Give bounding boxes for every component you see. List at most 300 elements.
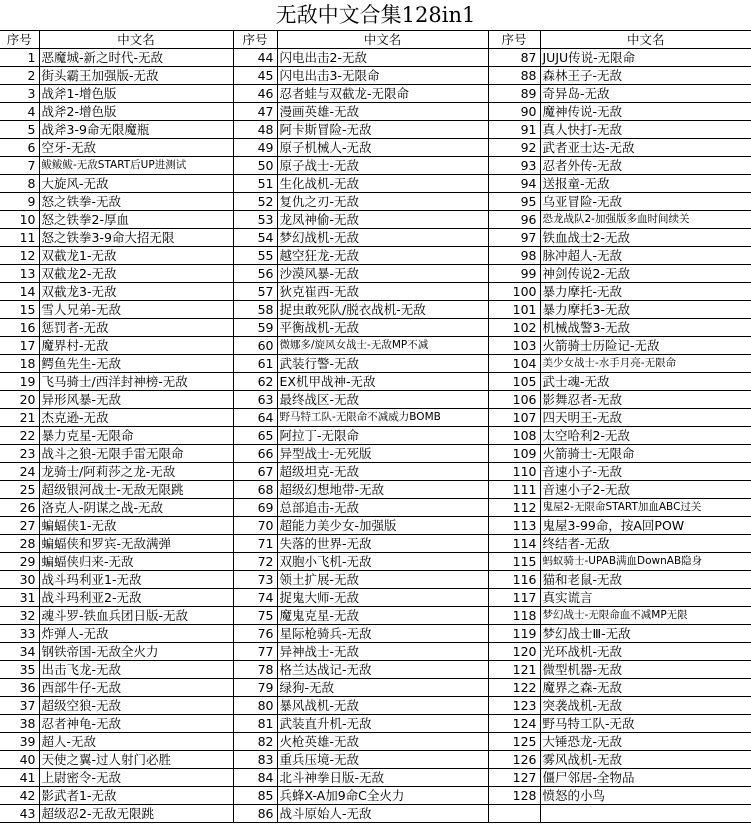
game-number: 27 [0, 517, 39, 535]
game-number: 8 [0, 175, 39, 193]
game-name: 愤怒的小鸟 [540, 787, 751, 805]
game-number: 83 [233, 751, 277, 769]
game-number: 42 [0, 787, 39, 805]
table-row [0, 49, 751, 67]
game-number: 36 [0, 679, 39, 697]
table-row [0, 67, 751, 85]
game-name: 真实谎言 [540, 589, 751, 607]
game-number: 118 [488, 607, 540, 625]
game-name: 鬼屋3-99命，按A回POW [540, 517, 751, 535]
game-number: 107 [488, 409, 540, 427]
game-name: 原子机械人-无敌 [277, 139, 488, 157]
game-number: 11 [0, 229, 39, 247]
table-row [0, 193, 751, 211]
table-row [0, 535, 751, 553]
game-number: 34 [0, 643, 39, 661]
game-number: 111 [488, 481, 540, 499]
table-row [0, 607, 751, 625]
game-name: 战斧3-9命无限魔瓶 [39, 121, 233, 139]
table-row [0, 247, 751, 265]
game-name: 出击飞龙-无敌 [39, 661, 233, 679]
game-number: 3 [0, 85, 39, 103]
game-name: 阿拉丁-无限命 [277, 427, 488, 445]
game-number: 84 [233, 769, 277, 787]
game-number: 78 [233, 661, 277, 679]
game-name: 雾风战机-无敌 [540, 751, 751, 769]
game-number: 52 [233, 193, 277, 211]
table-row [0, 355, 751, 373]
game-name: 最终战区-无敌 [277, 391, 488, 409]
game-number: 23 [0, 445, 39, 463]
game-number: 55 [233, 247, 277, 265]
game-number: 112 [488, 499, 540, 517]
game-number: 72 [233, 553, 277, 571]
game-name: 送报童-无敌 [540, 175, 751, 193]
game-name: 钢铁帝国-无敌全火力 [39, 643, 233, 661]
game-number: 57 [233, 283, 277, 301]
game-number: 38 [0, 715, 39, 733]
game-number: 113 [488, 517, 540, 535]
game-name: 僵尸邻居-全物品 [540, 769, 751, 787]
game-number: 128 [488, 787, 540, 805]
game-number: 14 [0, 283, 39, 301]
game-number: 68 [233, 481, 277, 499]
game-name: 脉冲超人-无敌 [540, 247, 751, 265]
game-number: 60 [233, 337, 277, 355]
game-number: 31 [0, 589, 39, 607]
game-number: 47 [233, 103, 277, 121]
game-name: 天使之翼-过人射门必胜 [39, 751, 233, 769]
game-number: 65 [233, 427, 277, 445]
game-name: 武装行警-无敌 [277, 355, 488, 373]
game-name: 魂斗罗-铁血兵团日版-无敌 [39, 607, 233, 625]
game-number: 5 [0, 121, 39, 139]
table-row [0, 625, 751, 643]
game-number: 126 [488, 751, 540, 769]
game-number: 123 [488, 697, 540, 715]
game-number: 75 [233, 607, 277, 625]
game-name: 火枪英雄-无敌 [277, 733, 488, 751]
game-name: 梦幻战机-无敌 [277, 229, 488, 247]
game-number: 121 [488, 661, 540, 679]
game-name: 战斗之狼-无限手雷无限命 [39, 445, 233, 463]
game-number: 90 [488, 103, 540, 121]
table-body [0, 49, 751, 823]
game-name: 闪电出击2-无敌 [277, 49, 488, 67]
table-row [0, 679, 751, 697]
game-number: 64 [233, 409, 277, 427]
game-name: 洛克人-阴谋之战-无敌 [39, 499, 233, 517]
game-name: 杰克逊-无敌 [39, 409, 233, 427]
game-name: 铁血战士2-无敌 [540, 229, 751, 247]
game-name: 失落的世界-无敌 [277, 535, 488, 553]
game-number: 87 [488, 49, 540, 67]
game-number: 117 [488, 589, 540, 607]
game-number: 70 [233, 517, 277, 535]
game-name: 平衡战机-无敌 [277, 319, 488, 337]
table-row [0, 751, 751, 769]
game-number: 49 [233, 139, 277, 157]
game-name: 影舞忍者-无敌 [540, 391, 751, 409]
game-name: 森林王子-无敌 [540, 67, 751, 85]
game-name: 音速小子-无敌 [540, 463, 751, 481]
game-name: 蝙蝠侠和罗宾-无敌满弹 [39, 535, 233, 553]
game-number: 96 [488, 211, 540, 229]
game-number: 21 [0, 409, 39, 427]
game-name: 魔鬼克星-无敌 [277, 607, 488, 625]
game-number: 13 [0, 265, 39, 283]
game-number: 105 [488, 373, 540, 391]
game-number: 29 [0, 553, 39, 571]
game-number: 40 [0, 751, 39, 769]
game-name: 忍者外传-无敌 [540, 157, 751, 175]
game-number: 43 [0, 805, 39, 823]
game-name: 美少女战士-水手月亮-无限命 [540, 355, 751, 373]
table-row [0, 175, 751, 193]
game-name: 突袭战机-无敌 [540, 697, 751, 715]
game-name: 恶魔城-新之时代-无敌 [39, 49, 233, 67]
column-header-index: 序号 [0, 31, 39, 49]
game-name: 双截龙3-无敌 [39, 283, 233, 301]
game-number: 94 [488, 175, 540, 193]
game-number: 108 [488, 427, 540, 445]
table-row [0, 301, 751, 319]
game-name: 微娜多/旋风女战士-无敌MP不减 [277, 337, 488, 355]
game-number: 19 [0, 373, 39, 391]
game-name: 武士魂-无敌 [540, 373, 751, 391]
game-number: 20 [0, 391, 39, 409]
game-number: 119 [488, 625, 540, 643]
table-row [0, 139, 751, 157]
game-number: 12 [0, 247, 39, 265]
game-number: 54 [233, 229, 277, 247]
game-name: 太空哈利2-无敌 [540, 427, 751, 445]
game-number: 2 [0, 67, 39, 85]
table-row [0, 337, 751, 355]
game-number: 22 [0, 427, 39, 445]
game-name: 蝙蝠侠1-无敌 [39, 517, 233, 535]
game-number: 85 [233, 787, 277, 805]
game-name: 魔界之森-无敌 [540, 679, 751, 697]
game-name: 原子战士-无敌 [277, 157, 488, 175]
game-name: 机械战警3-无敌 [540, 319, 751, 337]
table-row [0, 85, 751, 103]
game-number: 88 [488, 67, 540, 85]
table-row [0, 517, 751, 535]
game-number: 69 [233, 499, 277, 517]
game-number: 63 [233, 391, 277, 409]
game-number: 102 [488, 319, 540, 337]
game-number: 61 [233, 355, 277, 373]
game-name: 上尉密令-无敌 [39, 769, 233, 787]
header-row [0, 31, 751, 49]
game-name: 奇异岛-无敌 [540, 85, 751, 103]
game-number: 32 [0, 607, 39, 625]
game-number: 53 [233, 211, 277, 229]
game-name: 龙凤神偷-无敌 [277, 211, 488, 229]
game-number: 35 [0, 661, 39, 679]
column-header-name: 中文名 [39, 31, 233, 49]
table-row [0, 733, 751, 751]
game-number: 101 [488, 301, 540, 319]
game-number: 74 [233, 589, 277, 607]
game-name: 鳄鱼先生-无敌 [39, 355, 233, 373]
game-name: 双截龙1-无敌 [39, 247, 233, 265]
game-name: 捉鬼大师-无敌 [277, 589, 488, 607]
game-name: 终结者-无敌 [540, 535, 751, 553]
game-name: 梦幻战士Ⅲ-无敌 [540, 625, 751, 643]
game-name: 飞马骑士/西洋封神榜-无敌 [39, 373, 233, 391]
game-name: 火箭骑士历险记-无敌 [540, 337, 751, 355]
game-number: 122 [488, 679, 540, 697]
game-name: 梦幻战士-无限命血不减MP无限 [540, 607, 751, 625]
game-number: 4 [0, 103, 39, 121]
table-row [0, 157, 751, 175]
game-number: 58 [233, 301, 277, 319]
game-number: 98 [488, 247, 540, 265]
game-number: 125 [488, 733, 540, 751]
game-number: 45 [233, 67, 277, 85]
game-number: 28 [0, 535, 39, 553]
game-number: 79 [233, 679, 277, 697]
game-name: 暴力摩托-无敌 [540, 283, 751, 301]
game-number: 39 [0, 733, 39, 751]
column-header-name: 中文名 [540, 31, 751, 49]
game-name: EX机甲战神-无敌 [277, 373, 488, 391]
game-number: 46 [233, 85, 277, 103]
game-number: 109 [488, 445, 540, 463]
game-number: 91 [488, 121, 540, 139]
game-number: 25 [0, 481, 39, 499]
column-header-name: 中文名 [277, 31, 488, 49]
game-name: 闪电出击3-无限命 [277, 67, 488, 85]
game-name: 忍者蛙与双截龙-无限命 [277, 85, 488, 103]
table-row [0, 445, 751, 463]
game-name: 阿卡斯冒险-无敌 [277, 121, 488, 139]
game-name: 空牙-无敌 [39, 139, 233, 157]
game-number: 66 [233, 445, 277, 463]
game-number: 89 [488, 85, 540, 103]
table-row [0, 373, 751, 391]
game-name: 魔界村-无敌 [39, 337, 233, 355]
game-number: 44 [233, 49, 277, 67]
game-number: 95 [488, 193, 540, 211]
game-name: 大锤恐龙-无敌 [540, 733, 751, 751]
game-name: 战斧2-增色版 [39, 103, 233, 121]
game-number: 62 [233, 373, 277, 391]
game-name: 狄克崔西-无敌 [277, 283, 488, 301]
game-name: 绿狗-无敌 [277, 679, 488, 697]
game-number: 10 [0, 211, 39, 229]
table-row [0, 715, 751, 733]
table-row [0, 121, 751, 139]
game-number: 77 [233, 643, 277, 661]
game-name: 音速小子2-无敌 [540, 481, 751, 499]
table-row [0, 319, 751, 337]
game-name: 星际枪骑兵-无敌 [277, 625, 488, 643]
game-name: 神剑传说2-无敌 [540, 265, 751, 283]
game-name: 武者亚士达-无敌 [540, 139, 751, 157]
game-number: 73 [233, 571, 277, 589]
game-name: 惩罚者-无敌 [39, 319, 233, 337]
game-number: 51 [233, 175, 277, 193]
game-number: 115 [488, 553, 540, 571]
game-number: 81 [233, 715, 277, 733]
game-number: 67 [233, 463, 277, 481]
game-number: 71 [233, 535, 277, 553]
game-name: 龙骑士/阿莉莎之龙-无敌 [39, 463, 233, 481]
game-name: 光环战机-无敌 [540, 643, 751, 661]
game-number: 80 [233, 697, 277, 715]
game-name: 大旋风-无敌 [39, 175, 233, 193]
table-row [0, 571, 751, 589]
game-number: 16 [0, 319, 39, 337]
game-name: 真人快打-无敌 [540, 121, 751, 139]
game-number: 106 [488, 391, 540, 409]
game-name: 复仇之刃-无敌 [277, 193, 488, 211]
game-number: 82 [233, 733, 277, 751]
game-number: 76 [233, 625, 277, 643]
game-name: JUJU传说-无限命 [540, 49, 751, 67]
game-number: 127 [488, 769, 540, 787]
game-number: 1 [0, 49, 39, 67]
game-name: 蝙蝠侠归来-无敌 [39, 553, 233, 571]
table-row [0, 427, 751, 445]
sheet-title: 无敌中文合集128in1 [0, 0, 751, 31]
game-name: 鲅鲅鲅-无敌START后UP进测试 [39, 157, 233, 175]
game-number: 110 [488, 463, 540, 481]
game-name: 重兵压境-无敌 [277, 751, 488, 769]
game-number: 100 [488, 283, 540, 301]
game-name: 鬼屋2-无限命START加血ABC过关 [540, 499, 751, 517]
game-name: 恐龙战队2-加强版多血时间续关 [540, 211, 751, 229]
game-name: 总部追击-无敌 [277, 499, 488, 517]
game-number: 33 [0, 625, 39, 643]
game-number: 93 [488, 157, 540, 175]
table-row [0, 553, 751, 571]
game-number [488, 805, 540, 823]
table-row [0, 589, 751, 607]
game-name: 炸弹人-无敌 [39, 625, 233, 643]
game-number: 41 [0, 769, 39, 787]
game-name: 双胞小飞机-无敌 [277, 553, 488, 571]
game-name: 街头霸王加强版-无敌 [39, 67, 233, 85]
game-name: 漫画英雄-无敌 [277, 103, 488, 121]
game-number: 116 [488, 571, 540, 589]
column-header-index: 序号 [488, 31, 540, 49]
game-name: 魔神传说-无敌 [540, 103, 751, 121]
game-name: 雪人兄弟-无敌 [39, 301, 233, 319]
table-row [0, 229, 751, 247]
game-number: 56 [233, 265, 277, 283]
game-name: 战斗原始人-无敌 [277, 805, 488, 823]
table-row [0, 265, 751, 283]
game-name: 怒之铁拳3-9命大招无限 [39, 229, 233, 247]
game-name: 领土扩展-无敌 [277, 571, 488, 589]
game-name: 越空狂龙-无敌 [277, 247, 488, 265]
game-name: 格兰达战记-无敌 [277, 661, 488, 679]
table-row [0, 409, 751, 427]
game-name: 超级坦克-无敌 [277, 463, 488, 481]
game-name: 微型机器-无敌 [540, 661, 751, 679]
table-row [0, 463, 751, 481]
game-number: 6 [0, 139, 39, 157]
game-name: 兵蜂X-A加9命C全火力 [277, 787, 488, 805]
game-name: 影武者1-无敌 [39, 787, 233, 805]
game-number: 124 [488, 715, 540, 733]
table-row [0, 661, 751, 679]
game-number: 86 [233, 805, 277, 823]
game-name: 超级空狼-无敌 [39, 697, 233, 715]
table-row [0, 211, 751, 229]
game-number: 48 [233, 121, 277, 139]
game-name: 沙漠风暴-无敌 [277, 265, 488, 283]
game-name: 北斗神拳日版-无敌 [277, 769, 488, 787]
game-name [540, 805, 751, 823]
game-number: 30 [0, 571, 39, 589]
game-name: 超级幻想地带-无敌 [277, 481, 488, 499]
game-name: 捉虫敢死队/脱衣战机-无敌 [277, 301, 488, 319]
table-row [0, 103, 751, 121]
game-number: 24 [0, 463, 39, 481]
game-number: 50 [233, 157, 277, 175]
game-number: 120 [488, 643, 540, 661]
column-header-index: 序号 [233, 31, 277, 49]
game-number: 97 [488, 229, 540, 247]
table-row [0, 481, 751, 499]
game-name: 怒之铁拳-无敌 [39, 193, 233, 211]
game-name: 战斧1-增色版 [39, 85, 233, 103]
game-name: 暴力克星-无限命 [39, 427, 233, 445]
game-name: 野马特工队-无敌 [540, 715, 751, 733]
game-name: 战斗玛利亚1-无敌 [39, 571, 233, 589]
game-name: 双截龙2-无敌 [39, 265, 233, 283]
game-name: 生化战机-无敌 [277, 175, 488, 193]
game-list-table [0, 31, 751, 823]
game-number: 104 [488, 355, 540, 373]
game-name: 忍者神龟-无敌 [39, 715, 233, 733]
game-name: 异形风暴-无敌 [39, 391, 233, 409]
game-number: 59 [233, 319, 277, 337]
game-name: 四天明王-无敌 [540, 409, 751, 427]
table-row [0, 499, 751, 517]
game-number: 99 [488, 265, 540, 283]
game-number: 18 [0, 355, 39, 373]
game-name: 暴力摩托3-无敌 [540, 301, 751, 319]
game-name: 火箭骑士-无限命 [540, 445, 751, 463]
game-number: 26 [0, 499, 39, 517]
table-row [0, 697, 751, 715]
game-name: 野马特工队-无限命不减威力BOMB [277, 409, 488, 427]
game-number: 37 [0, 697, 39, 715]
game-number: 17 [0, 337, 39, 355]
game-name: 超级银河战士-无敌无限跳 [39, 481, 233, 499]
game-number: 114 [488, 535, 540, 553]
table-row [0, 391, 751, 409]
table-row [0, 787, 751, 805]
game-name: 超能力美少女-加强版 [277, 517, 488, 535]
game-name: 异型战士-无死版 [277, 445, 488, 463]
game-name: 猫和老鼠-无敌 [540, 571, 751, 589]
game-name: 乌亚冒险-无敌 [540, 193, 751, 211]
game-number: 9 [0, 193, 39, 211]
table-row [0, 769, 751, 787]
table-row [0, 805, 751, 823]
game-number: 15 [0, 301, 39, 319]
game-name: 超级忍2-无敌无限跳 [39, 805, 233, 823]
game-number: 103 [488, 337, 540, 355]
game-name: 蚂蚁骑士-UPAB满血DownAB隐身 [540, 553, 751, 571]
